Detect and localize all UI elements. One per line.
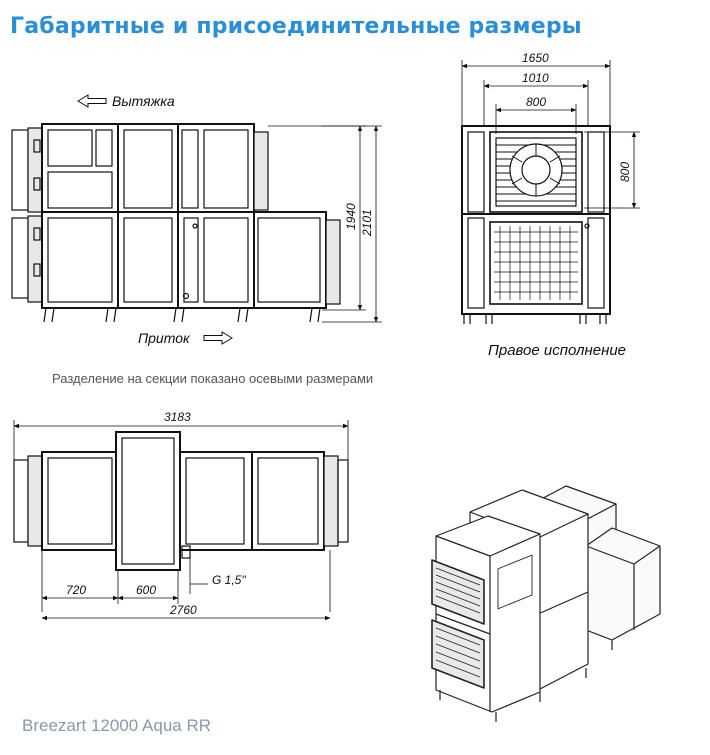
dim-side-width-mid: 1010: [522, 71, 549, 85]
front-view: [12, 124, 340, 322]
dim-side-width-inner: 800: [526, 95, 547, 109]
section-note: Разделение на секции показано осевыми размерами: [52, 371, 374, 386]
dim-front-height-inner: 1940: [344, 203, 358, 230]
label-connection: G 1,5": [212, 573, 246, 587]
page-title: Габаритные и присоединительные размеры: [10, 14, 582, 39]
plan-view: [14, 432, 348, 570]
dim-plan-offset-b: 600: [136, 583, 157, 597]
dim-plan-length-base: 2760: [170, 603, 197, 617]
dim-side-height-inner: 800: [618, 161, 632, 182]
dim-plan-length-total: 3183: [164, 410, 191, 424]
label-supply: Приток: [138, 330, 190, 346]
side-view: [462, 126, 610, 324]
model-name: Breezart 12000 Aqua RR: [22, 716, 212, 735]
isometric-view: [432, 486, 660, 722]
exhaust-arrow-icon: [78, 95, 106, 107]
dim-side-width-total: 1650: [522, 51, 549, 65]
supply-arrow-icon: [204, 332, 232, 344]
label-exhaust: Вытяжка: [112, 93, 175, 109]
label-right-version: Правое исполнение: [488, 342, 627, 359]
dim-plan-offset-a: 720: [66, 583, 87, 597]
dim-front-height-outer: 2101: [360, 209, 374, 236]
